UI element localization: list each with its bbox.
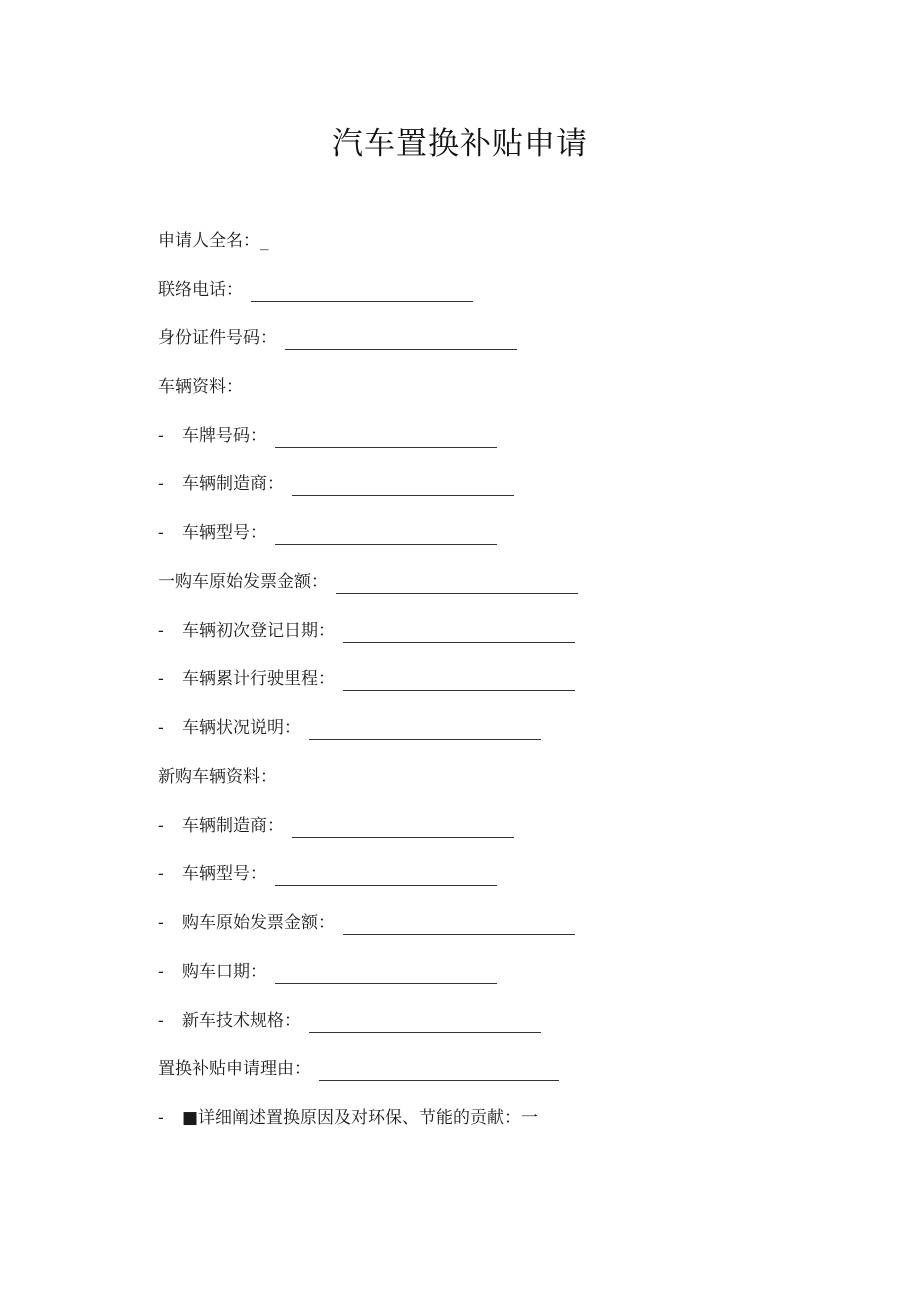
list-dash: -	[158, 426, 164, 446]
list-dash: -	[158, 913, 164, 933]
new-vehicle-heading	[158, 765, 277, 789]
condition-row	[158, 716, 541, 740]
spec-label: 新车技术规格：	[182, 1011, 301, 1031]
phone-row	[158, 278, 473, 302]
new-maker-row	[158, 814, 514, 838]
old-maker-row	[158, 472, 514, 496]
first-registration-label: 车辆初次登记日期：	[182, 621, 335, 641]
old-maker-blank[interactable]	[292, 477, 514, 496]
new-model-blank[interactable]	[275, 867, 497, 886]
old-model-label: 车辆型号：	[182, 523, 267, 543]
page-title: 汽车置换补贴申请	[332, 126, 588, 162]
plate-row	[158, 424, 497, 448]
purchase-date-label: 购车口期：	[182, 962, 267, 982]
mileage-label: 车辆累计行驶里程：	[182, 669, 335, 689]
detail-label: ■详细阐述置换原因及对环保、节能的贡献：一	[182, 1108, 539, 1128]
mileage-row	[158, 667, 575, 691]
old-model-blank[interactable]	[275, 526, 497, 545]
phone-blank[interactable]	[251, 283, 473, 302]
new-maker-label: 车辆制造商：	[182, 816, 284, 836]
new-invoice-row	[158, 911, 575, 935]
purchase-date-blank[interactable]	[275, 965, 497, 984]
id-number-label: 身份证件号码：	[158, 328, 277, 348]
new-maker-blank[interactable]	[292, 819, 514, 838]
list-dash: -	[158, 1108, 164, 1128]
new-invoice-blank[interactable]	[343, 916, 575, 935]
condition-label: 车辆状况说明：	[182, 718, 301, 738]
old-invoice-label: 一购车原始发票金额：	[158, 572, 328, 592]
new-vehicle-section-label: 新购车辆资料：	[158, 767, 277, 787]
first-registration-blank[interactable]	[343, 624, 575, 643]
new-invoice-label: 购车原始发票金额：	[182, 913, 335, 933]
plate-blank[interactable]	[275, 429, 497, 448]
mileage-blank[interactable]	[343, 672, 575, 691]
list-dash: -	[158, 864, 164, 884]
list-dash: -	[158, 669, 164, 689]
condition-blank[interactable]	[309, 721, 541, 740]
list-dash: -	[158, 621, 164, 641]
list-dash: -	[158, 523, 164, 543]
reason-blank[interactable]	[319, 1062, 559, 1081]
old-vehicle-heading	[158, 375, 243, 399]
applicant-name-row	[158, 229, 269, 253]
list-dash: -	[158, 962, 164, 982]
old-invoice-blank[interactable]	[336, 575, 578, 594]
id-number-blank[interactable]	[285, 331, 517, 350]
spec-blank[interactable]	[309, 1014, 541, 1033]
list-dash: -	[158, 1011, 164, 1031]
reason-label: 置换补贴申请理由：	[158, 1059, 311, 1079]
old-maker-label: 车辆制造商：	[182, 474, 284, 494]
detail-row	[158, 1106, 538, 1130]
old-vehicle-section-label: 车辆资料：	[158, 377, 243, 397]
new-model-label: 车辆型号：	[182, 864, 267, 884]
id-number-row	[158, 326, 517, 350]
applicant-name-label: 申请人全名：_	[158, 231, 269, 251]
plate-label: 车牌号码：	[182, 426, 267, 446]
phone-label: 联络电话：	[158, 280, 243, 300]
new-model-row	[158, 862, 497, 886]
list-dash: -	[158, 816, 164, 836]
first-registration-row	[158, 619, 575, 643]
purchase-date-row	[158, 960, 497, 984]
old-invoice-row	[158, 570, 578, 594]
spec-row	[158, 1009, 541, 1033]
list-dash: -	[158, 718, 164, 738]
reason-row	[158, 1057, 559, 1081]
old-model-row	[158, 521, 497, 545]
list-dash: -	[158, 474, 164, 494]
